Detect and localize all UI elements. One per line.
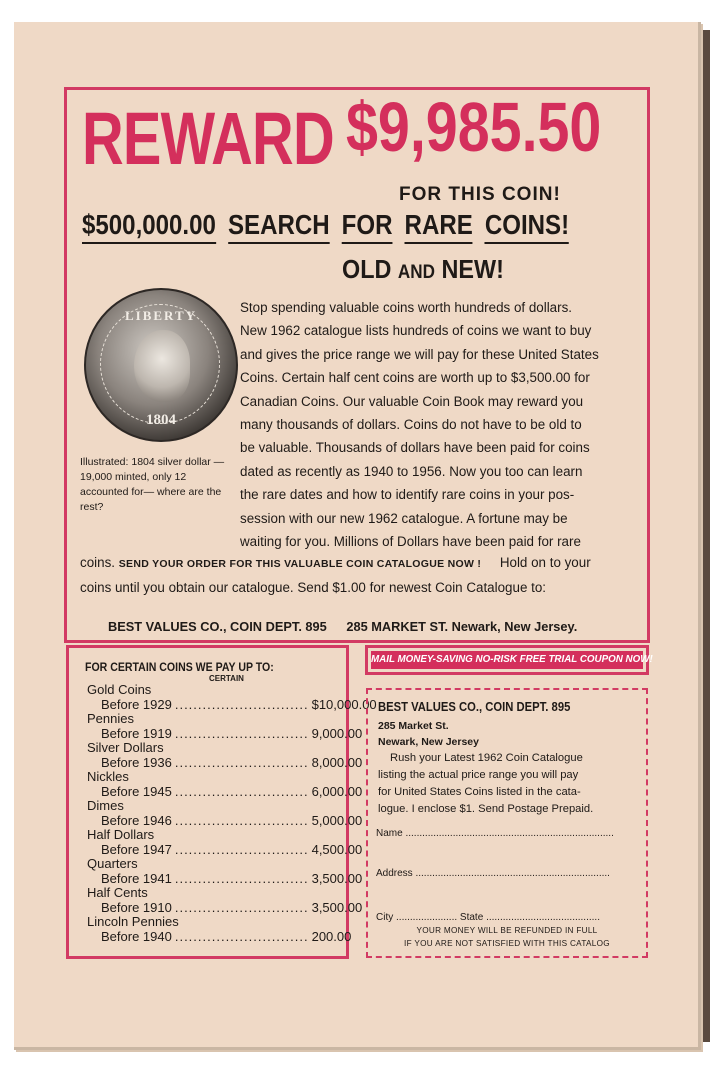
- new-word: NEW!: [441, 254, 504, 284]
- price-category: Nickles: [87, 769, 129, 784]
- price-value: 3,500.00: [311, 900, 363, 915]
- price-before: Before 1910: [101, 900, 172, 915]
- leader-dots: .............................: [174, 726, 309, 741]
- search-headline: [82, 209, 569, 241]
- address-dots: ......................................................................: [415, 868, 610, 879]
- coin-caption: Illustrated: 1804 silver dollar — 19,000 minted, only 12 accounted for— where are the rest?: [80, 456, 225, 513]
- body-line: dated as recently as 1940 to 1956. Now you too can learn: [240, 463, 583, 479]
- price-list: [87, 682, 377, 944]
- leader-dots: .............................: [174, 813, 309, 828]
- send-line: coins until you obtain our catalogue. Send $1.00 for newest Coin Catalogue to:: [80, 580, 547, 595]
- price-row: [87, 871, 363, 886]
- search-word: SEARCH: [228, 209, 330, 244]
- price-category: Half Cents: [87, 885, 148, 900]
- price-category: Silver Dollars: [87, 740, 164, 755]
- leader-dots: .............................: [174, 697, 309, 712]
- price-row: [87, 842, 363, 857]
- price-category: Quarters: [87, 856, 138, 871]
- coupon-text-line: listing the actual price range you will pay: [378, 769, 579, 781]
- body-line: Canadian Coins. Our valuable Coin Book may reward you: [240, 393, 584, 409]
- state-dots: .........................................: [486, 912, 600, 923]
- body-line: New 1962 catalogue lists hundreds of coins we want to buy: [240, 323, 592, 339]
- price-before: Before 1945: [101, 784, 172, 799]
- leader-dots: .............................: [174, 871, 309, 886]
- name-label: Name: [376, 828, 403, 839]
- price-value: $10,000.00: [311, 697, 377, 712]
- mailing-address: [108, 619, 593, 634]
- address-field[interactable]: [376, 868, 640, 879]
- order-line-end: Hold on to your: [499, 555, 591, 570]
- price-list-box: [66, 645, 377, 959]
- coupon-text-line: logue. I enclose $1. Send Postage Prepaid.: [378, 803, 594, 815]
- body-line: Stop spending valuable coins worth hundreds of dollars.: [240, 300, 573, 315]
- price-before: Before 1946: [101, 813, 172, 828]
- price-value: 8,000.00: [311, 755, 363, 770]
- main-ad-bottom-rule: [64, 640, 647, 643]
- old-and-new: [342, 254, 504, 285]
- price-row: [87, 900, 363, 915]
- price-value: 4,500.00: [311, 842, 363, 857]
- body-line: Coins. Certain half cent coins are worth up to $3,500.00 for: [240, 370, 590, 386]
- address-label: Address: [376, 868, 413, 879]
- body-line: be valuable. Thousands of dollars have been paid for coins: [240, 440, 590, 456]
- body-line: many thousands of dollars. Coins do not have to be old to: [240, 417, 582, 433]
- for-this-coin: FOR THIS COIN!: [399, 184, 561, 205]
- coin-legend: LIBERTY: [124, 308, 198, 323]
- price-list-title: FOR CERTAIN COINS WE PAY UP TO:: [85, 660, 274, 674]
- order-line: [80, 555, 640, 570]
- price-row: [87, 726, 363, 741]
- price-list-certain: CERTAIN: [209, 674, 244, 683]
- price-row: [87, 813, 363, 828]
- price-category: Pennies: [87, 711, 134, 726]
- body-line: session with our new 1962 catalogue. A fortune may be: [240, 510, 568, 526]
- leader-dots: .............................: [174, 929, 309, 944]
- coupon-company: BEST VALUES CO., COIN DEPT. 895: [378, 700, 571, 714]
- reward-amount: $9,985.50: [346, 88, 602, 166]
- city-dots: ......................: [396, 912, 458, 923]
- city-state-field[interactable]: [376, 912, 640, 923]
- price-category: Half Dollars: [87, 827, 155, 842]
- price-category: Dimes: [87, 798, 124, 813]
- price-value: 3,500.00: [311, 871, 363, 886]
- search-word: RARE: [405, 209, 473, 244]
- coin-year: 1804: [146, 412, 176, 428]
- order-line-caps: SEND YOUR ORDER FOR THIS VALUABLE COIN CATALOGUE NOW !: [118, 558, 482, 570]
- city-label: City: [376, 912, 394, 923]
- reward-heading: REWARD: [82, 97, 334, 180]
- price-value: 9,000.00: [311, 726, 363, 741]
- price-row: [87, 784, 363, 799]
- price-row: [87, 697, 377, 712]
- order-line-start: coins.: [80, 555, 115, 570]
- search-word: FOR: [342, 209, 393, 244]
- coupon-street: 285 Market St.: [378, 720, 449, 732]
- order-coupon[interactable]: [366, 688, 648, 958]
- leader-dots: .............................: [174, 755, 309, 770]
- old-word: OLD: [342, 254, 392, 284]
- search-word: COINS!: [485, 209, 569, 244]
- search-word: $500,000.00: [82, 209, 216, 244]
- coupon-text-line: for United States Coins listed in the cata-: [378, 786, 581, 798]
- price-row: [87, 929, 352, 944]
- and-word: AND: [397, 262, 435, 283]
- price-before: Before 1936: [101, 755, 172, 770]
- body-line: waiting for you. Millions of Dollars have been paid for rare: [240, 534, 581, 550]
- refund-note-2: IF YOU ARE NOT SATISFIED WITH THIS CATALOG: [404, 939, 610, 948]
- price-before: Before 1929: [101, 697, 172, 712]
- name-field[interactable]: [376, 828, 640, 839]
- price-value: 5,000.00: [311, 813, 363, 828]
- price-before: Before 1919: [101, 726, 172, 741]
- body-line: and gives the price range we will pay for these United States: [240, 346, 599, 362]
- liberty-bust: [134, 330, 190, 402]
- coupon-city: Newark, New Jersey: [378, 736, 479, 748]
- body-line: the rare dates and how to identify rare coins in your pos-: [240, 487, 575, 503]
- price-value: 200.00: [311, 929, 352, 944]
- coupon-banner: [365, 645, 653, 675]
- leader-dots: .............................: [174, 900, 309, 915]
- coupon-banner-text: MAIL MONEY-SAVING NO-RISK FREE TRIAL COUPON NOW!: [371, 651, 643, 669]
- coupon-text-line: Rush your Latest 1962 Coin Catalogue: [390, 752, 583, 764]
- price-before: Before 1947: [101, 842, 172, 857]
- name-dots: ...........................................................................: [405, 828, 614, 839]
- state-label: State: [459, 912, 484, 923]
- leader-dots: .............................: [174, 842, 309, 857]
- price-category: Gold Coins: [87, 682, 152, 697]
- price-row: [87, 755, 363, 770]
- silver-dollar-coin-image: [84, 288, 238, 442]
- price-before: Before 1941: [101, 871, 172, 886]
- price-category: Lincoln Pennies: [87, 914, 179, 929]
- refund-note-1: YOUR MONEY WILL BE REFUNDED IN FULL: [416, 926, 598, 935]
- leader-dots: .............................: [174, 784, 309, 799]
- ad-body-text: [240, 296, 640, 553]
- price-value: 6,000.00: [311, 784, 363, 799]
- address-company: BEST VALUES CO., COIN DEPT. 895: [108, 619, 327, 634]
- address-street: 285 MARKET ST. Newark, New Jersey.: [346, 619, 578, 634]
- price-before: Before 1940: [101, 929, 172, 944]
